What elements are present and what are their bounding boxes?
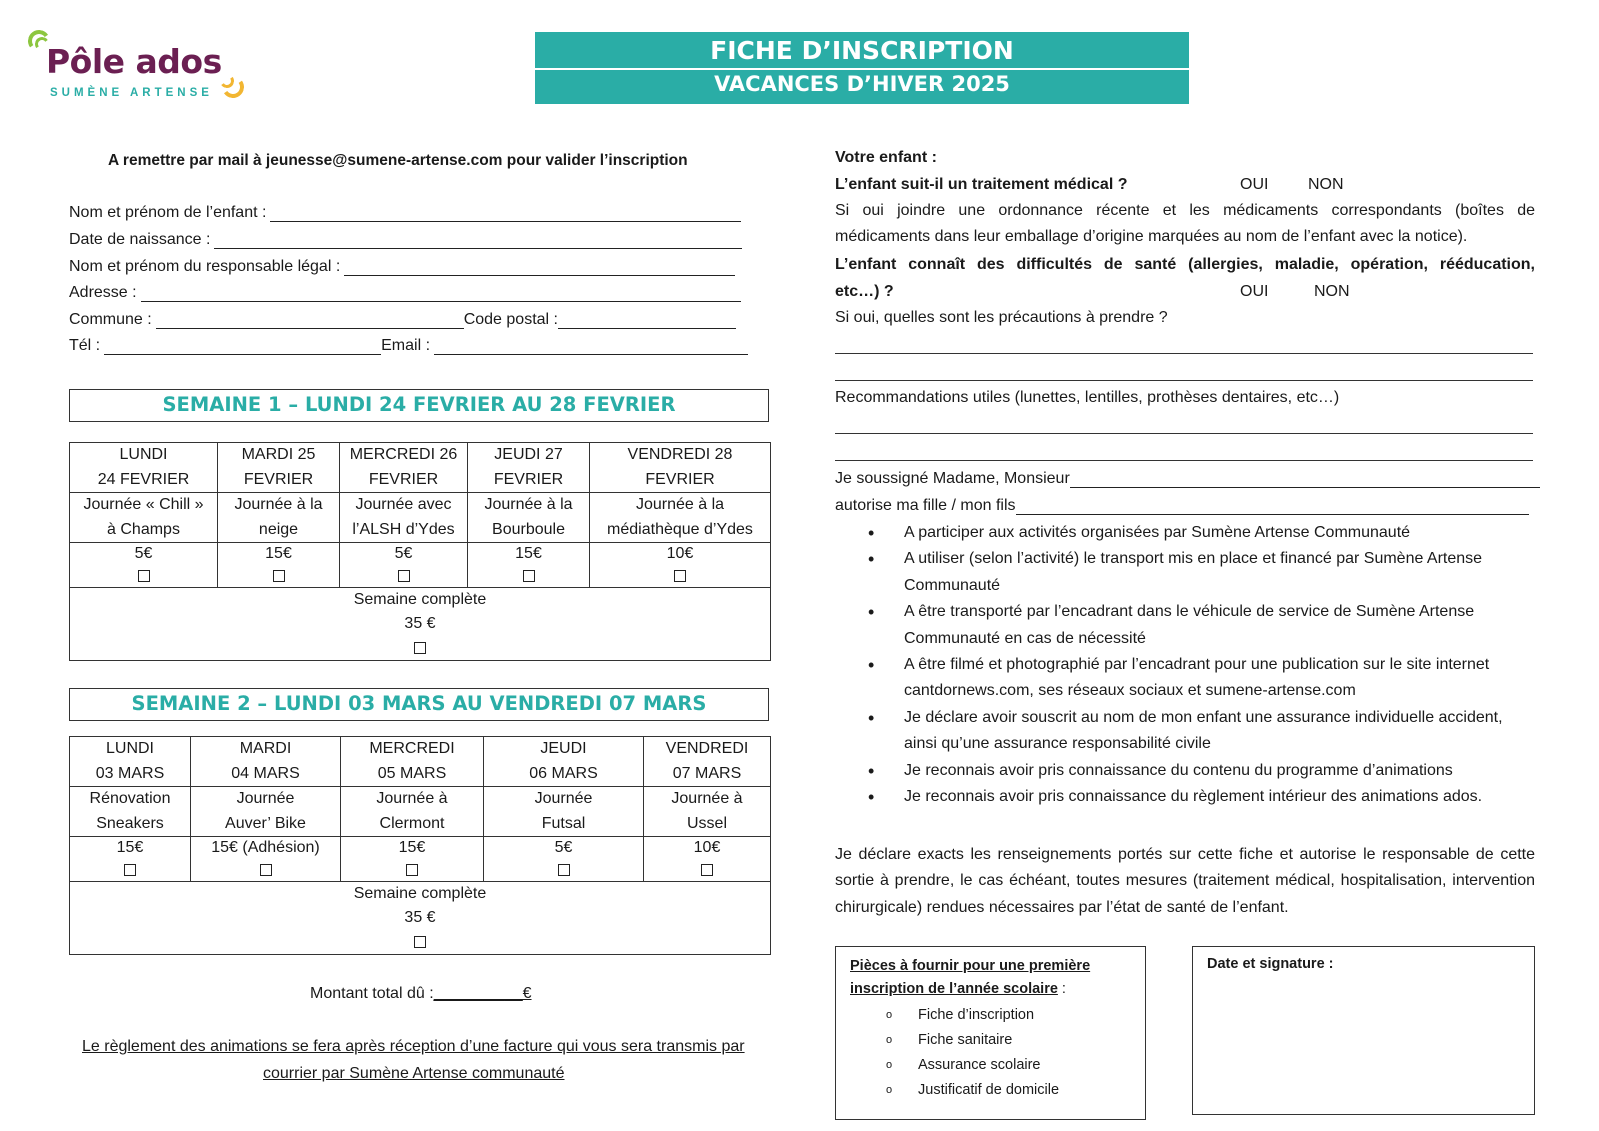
authorization-item: • Je reconnais avoir pris connaissance du règlement intérieur des animations ados. (835, 784, 1525, 810)
week1-activity-row (70, 493, 771, 543)
week1-checkbox-2[interactable] (273, 570, 285, 582)
week2-activity-5: Journée à Ussel (644, 787, 771, 837)
week2-price-1: 15€ (70, 837, 191, 882)
authorize-blank[interactable] (1016, 501, 1529, 515)
label-town: Commune : (69, 311, 152, 328)
authorize-label: autorise ma fille / mon fils (835, 497, 1016, 514)
week2-price-5: 10€ (644, 837, 771, 882)
authorization-item: • A participer aux activités organisées par Sumène Artense Communauté (835, 520, 1525, 546)
week2-day-row (70, 737, 771, 787)
health-no-option[interactable]: NON (1314, 283, 1350, 300)
field-phone-email[interactable] (69, 337, 748, 355)
blank-address[interactable] (141, 288, 741, 302)
week1-checkbox-3[interactable] (398, 570, 410, 582)
week1-day-1: LUNDI 24 FEVRIER (70, 443, 218, 493)
form-title: FICHE D’INSCRIPTION (710, 36, 1014, 65)
document-item: o Assurance scolaire (850, 1053, 1145, 1078)
week2-day-3: MERCREDI 05 MARS (341, 737, 484, 787)
document-item: o Fiche d’inscription (850, 1003, 1145, 1028)
documents-title-line-2: inscription de l’année scolaire (850, 981, 1058, 997)
blank-phone[interactable] (104, 341, 381, 355)
week1-table (69, 442, 771, 661)
week1-price-3: 5€ (340, 543, 468, 588)
week2-checkbox-4[interactable] (558, 864, 570, 876)
week2-activity-3: Journée à Clermont (341, 787, 484, 837)
header-banner (535, 32, 1189, 104)
field-address[interactable] (69, 284, 741, 302)
total-due[interactable] (310, 985, 532, 1003)
week1-day-row (70, 443, 771, 493)
logo-tagline: SUMÈNE ARTENSE (50, 87, 213, 99)
signature-label: Date et signature : (1207, 956, 1334, 972)
undersigned-field[interactable] (835, 470, 1540, 488)
week1-day-4: JEUDI 27 FEVRIER (468, 443, 590, 493)
week2-activity-4: Journée Futsal (484, 787, 644, 837)
signature-box[interactable] (1192, 946, 1535, 1115)
week2-day-1: LUNDI 03 MARS (70, 737, 191, 787)
week1-price-1: 5€ (70, 543, 218, 588)
week1-checkbox-1[interactable] (138, 570, 150, 582)
week2-checkbox-full[interactable] (414, 936, 426, 948)
undersigned-label: Je soussigné Madame, Monsieur (835, 470, 1070, 487)
header-divider (535, 68, 1189, 70)
authorization-list (835, 520, 1525, 810)
week2-price-2: 15€ (Adhésion) (191, 837, 341, 882)
blank-email[interactable] (434, 341, 748, 355)
recommendations-blank-2[interactable] (835, 460, 1533, 461)
total-due-blank[interactable]: __________€ (433, 985, 532, 1002)
label-phone: Tél : (69, 337, 101, 354)
week1-price-4: 15€ (468, 543, 590, 588)
blank-child-name[interactable] (270, 208, 741, 222)
documents-list (850, 1003, 1145, 1103)
week1-full-week: Semaine complète 35 € (70, 588, 771, 661)
documents-title-colon: : (1057, 981, 1066, 997)
document-item: o Justificatif de domicile (850, 1078, 1145, 1103)
total-due-label: Montant total dû : (310, 985, 434, 1002)
week2-price-3: 15€ (341, 837, 484, 882)
authorization-item: • Je reconnais avoir pris connaissance du contenu du programme d’animations (835, 758, 1525, 784)
week2-table (69, 736, 771, 955)
treatment-yes-option[interactable]: OUI (1240, 176, 1269, 193)
label-email: Email : (381, 337, 431, 354)
child-heading: Votre enfant : (835, 149, 937, 166)
label-address: Adresse : (69, 284, 137, 301)
week1-checkbox-5[interactable] (674, 570, 686, 582)
week1-checkbox-full[interactable] (414, 642, 426, 654)
field-child-name[interactable] (69, 204, 741, 222)
label-birth-date: Date de naissance : (69, 231, 211, 248)
week2-day-2: MARDI 04 MARS (191, 737, 341, 787)
week2-checkbox-2[interactable] (260, 864, 272, 876)
field-town-postcode[interactable] (69, 311, 736, 329)
week1-price-row (70, 543, 771, 588)
document-item: o Fiche sanitaire (850, 1028, 1145, 1053)
week1-full-row (70, 588, 771, 661)
week2-checkbox-1[interactable] (124, 864, 136, 876)
authorization-item: • Je déclare avoir souscrit au nom de mon enfant une assurance individuelle accident, ainsi qu’une assurance responsabilité civile (835, 705, 1525, 758)
question-health-line-1: L’enfant connaît des difficultés de santé (allergies, maladie, opération, rééducation, (835, 256, 1535, 273)
label-child-name: Nom et prénom de l’enfant : (69, 204, 267, 221)
week1-day-3: MERCREDI 26 FEVRIER (340, 443, 468, 493)
field-birth-date[interactable] (69, 231, 742, 249)
authorization-item: • A être filmé et photographié par l’encadrant pour une publication sur le site internet cantdornews.com, ses réseaux sociaux et sumene-artense.com (835, 652, 1525, 705)
week2-activity-1: Rénovation Sneakers (70, 787, 191, 837)
question-health-line-2: etc…) ? (835, 283, 894, 300)
week1-checkbox-4[interactable] (523, 570, 535, 582)
week2-checkbox-5[interactable] (701, 864, 713, 876)
documents-box (835, 946, 1146, 1120)
field-guardian-name[interactable] (69, 258, 735, 276)
week2-price-4: 5€ (484, 837, 644, 882)
treatment-instructions: Si oui joindre une ordonnance récente et les médicaments correspondants (boîtes de médicaments dans leur emballage d’origine marquées au nom de l’enfant avec la notice). (835, 202, 1535, 246)
week2-checkbox-3[interactable] (406, 864, 418, 876)
week1-title: SEMAINE 1 – LUNDI 24 FEVRIER AU 28 FEVRIER (69, 389, 769, 422)
authorize-field[interactable] (835, 497, 1529, 515)
blank-postcode[interactable] (558, 315, 736, 329)
week1-day-2: MARDI 25 FEVRIER (218, 443, 340, 493)
health-yes-option[interactable]: OUI (1240, 283, 1269, 300)
week1-activity-1: Journée « Chill » à Champs (70, 493, 218, 543)
declaration-text: Je déclare exacts les renseignements portés sur cette fiche et autorise le responsable de cette sortie à prendre, le cas échéant, toutes mesures (traitement médical, hospitalisation, intervention chirurgicale) rendues nécessaires par l’état de santé de l’enfant. (835, 846, 1535, 916)
logo-wordmark: Pôle ados (46, 42, 222, 81)
precautions-blank-1[interactable] (835, 353, 1533, 354)
form-subtitle: VACANCES D’HIVER 2025 (714, 72, 1010, 96)
week2-day-5: VENDREDI 07 MARS (644, 737, 771, 787)
label-postcode: Code postal : (463, 311, 558, 328)
recommendations-label: Recommandations utiles (lunettes, lentilles, prothèses dentaires, etc…) (835, 389, 1340, 406)
precautions-question: Si oui, quelles sont les précautions à prendre ? (835, 309, 1168, 326)
submission-instruction: A remettre par mail à jeunesse@sumene-artense.com pour valider l’inscription (108, 152, 688, 169)
week1-price-5: 10€ (590, 543, 771, 588)
week2-title: SEMAINE 2 – LUNDI 03 MARS AU VENDREDI 07 MARS (69, 688, 769, 721)
week1-activity-2: Journée à la neige (218, 493, 340, 543)
week2-full-row (70, 882, 771, 955)
week2-price-row (70, 837, 771, 882)
authorization-item: • A utiliser (selon l’activité) le transport mis en place et financé par Sumène Artense Communauté (835, 546, 1525, 599)
week2-full-week: Semaine complète 35 € (70, 882, 771, 955)
week1-price-2: 15€ (218, 543, 340, 588)
week1-activity-5: Journée à la médiathèque d’Ydes (590, 493, 771, 543)
recommendations-blank-1[interactable] (835, 433, 1533, 434)
authorization-item: • A être transporté par l’encadrant dans le véhicule de service de Sumène Artense Communauté en cas de nécessité (835, 599, 1525, 652)
treatment-no-option[interactable]: NON (1308, 176, 1344, 193)
undersigned-blank[interactable] (1070, 474, 1540, 488)
week1-activity-3: Journée avec l’ALSH d’Ydes (340, 493, 468, 543)
logo (26, 28, 256, 108)
week2-activity-row (70, 787, 771, 837)
blank-town[interactable] (156, 315, 464, 329)
week1-day-5: VENDREDI 28 FEVRIER (590, 443, 771, 493)
week2-activity-2: Journée Auver’ Bike (191, 787, 341, 837)
week1-activity-4: Journée à la Bourboule (468, 493, 590, 543)
blank-birth-date[interactable] (214, 235, 742, 249)
question-medical-treatment: L’enfant suit-il un traitement médical ? (835, 176, 1128, 193)
label-guardian-name: Nom et prénom du responsable légal : (69, 258, 341, 275)
week2-day-4: JEUDI 06 MARS (484, 737, 644, 787)
documents-title-line-1: Pièces à fournir pour une première (850, 958, 1091, 974)
precautions-blank-2[interactable] (835, 380, 1533, 381)
payment-note-line-1: Le règlement des animations se fera après réception d’une facture qui vous sera transmis par (82, 1038, 745, 1055)
documents-title-line-2-wrap (850, 978, 1145, 1001)
payment-note-line-2: courrier par Sumène Artense communauté (263, 1065, 565, 1082)
blank-guardian-name[interactable] (344, 262, 735, 276)
